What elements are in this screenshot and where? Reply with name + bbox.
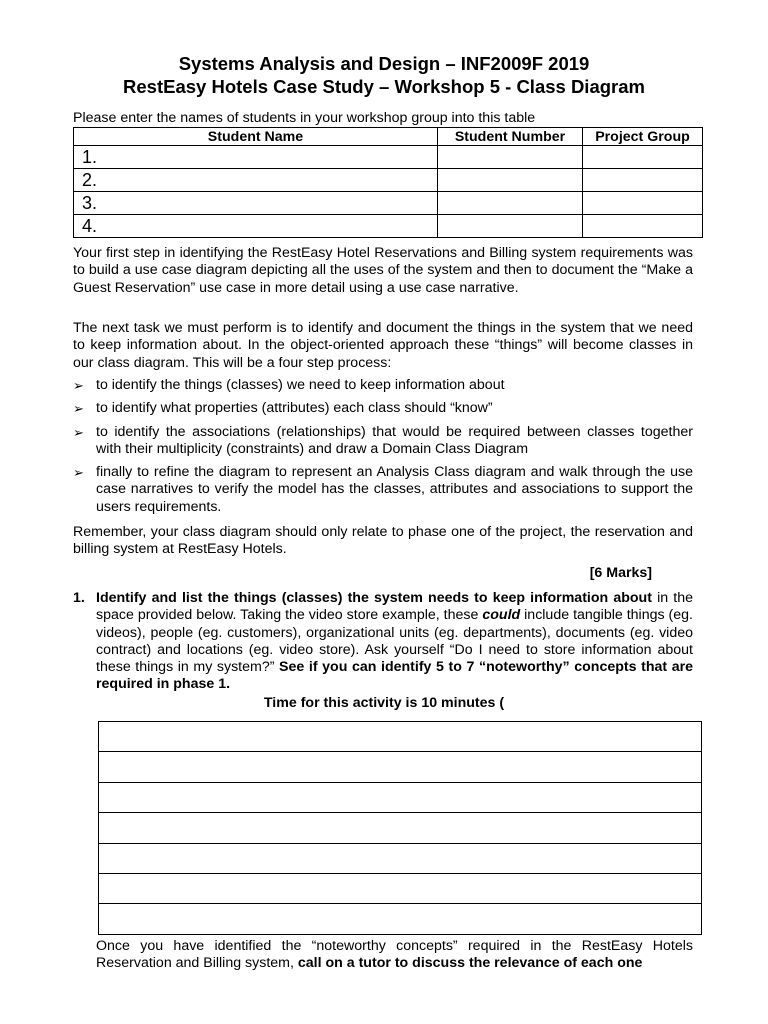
project-group-cell[interactable]	[583, 146, 703, 169]
page-title: Systems Analysis and Design – INF2009F 2019	[178, 53, 590, 74]
paragraph-next-task: The next task we must perform is to identify and document the things in the system that we need to keep information about. In the object-oriented approach these “things” will become classes in our class diagram. This will be a four step process:	[73, 320, 693, 371]
student-name-cell[interactable]: 3.	[74, 192, 438, 215]
student-table	[73, 127, 703, 238]
table-row	[74, 215, 703, 238]
page-subtitle: RestEasy Hotels Case Study – Workshop 5 - Class Diagram	[123, 76, 645, 97]
column-header-project-group: Project Group	[583, 128, 703, 146]
list-item	[73, 424, 693, 459]
list-item-text: to identify what properties (attributes) each class should “know”	[96, 400, 493, 417]
question-text-b: include tangible things (eg. videos), people (eg. customers), organizational units (eg. departments), documents (eg. video contract) and locations (eg. video store). Ask yourself “Do I need to store information about these things in my system?”	[96, 607, 693, 676]
student-number-cell[interactable]	[438, 192, 583, 215]
answer-cell[interactable]	[99, 722, 702, 752]
answer-cell[interactable]	[99, 904, 702, 934]
table-row	[99, 843, 702, 873]
arrow-bullet-icon: ➢	[73, 424, 84, 440]
table-row	[99, 722, 702, 752]
student-name-cell[interactable]: 4.	[74, 215, 438, 238]
arrow-bullet-icon: ➢	[73, 401, 84, 417]
project-group-cell[interactable]	[583, 192, 703, 215]
arrow-bullet-icon: ➢	[73, 378, 84, 393]
closing-bold: call on a tutor to discuss the relevance of each one	[297, 955, 643, 972]
answer-cell[interactable]	[99, 843, 702, 873]
answer-cell[interactable]	[99, 813, 702, 843]
arrow-bullet-icon: ➢	[73, 465, 84, 481]
question-1	[73, 590, 693, 694]
table-row	[99, 904, 702, 934]
table-row	[99, 782, 702, 812]
list-item	[73, 464, 693, 516]
list-item-text: finally to refine the diagram to represent an Analysis Class diagram and walk through the use case narratives to verify the model has the classes, attributes and associations to support the users requirements.	[96, 464, 693, 515]
column-header-student-name: Student Name	[74, 128, 438, 146]
closing-text: Once you have identified the “noteworthy concepts” required in the RestEasy Hotels Reservation and Billing system,	[96, 938, 693, 972]
question-number: 1.	[73, 590, 85, 606]
table-header-row	[74, 128, 703, 146]
project-group-cell[interactable]	[583, 215, 703, 238]
question-emphasis: could	[482, 607, 521, 624]
student-name-cell[interactable]: 1.	[74, 146, 438, 169]
answer-cell[interactable]	[99, 782, 702, 812]
question-tail: See if you can identify 5 to 7 “noteworthy” concepts that are required in phase 1.	[96, 659, 694, 693]
table-row	[99, 752, 702, 782]
student-number-cell[interactable]	[438, 215, 583, 238]
list-item-text: to identify the things (classes) we need to keep information about	[96, 377, 505, 393]
question-text-a: in the space provided below. Taking the video store example, these	[96, 590, 693, 624]
paragraph-first-step: Your first step in identifying the RestEasy Hotel Reservations and Billing system requirements was to build a use case diagram depicting all the uses of the system and then to document the “Make a Guest Reservation” use case in more detail using a use case narrative.	[73, 245, 693, 296]
student-table-intro: Please enter the names of students in your workshop group into this table	[73, 110, 536, 126]
process-steps-list	[73, 377, 693, 522]
table-row	[74, 169, 703, 192]
marks-label: [6 Marks]	[589, 565, 652, 581]
table-row	[99, 873, 702, 903]
project-group-cell[interactable]	[583, 169, 703, 192]
answer-cell[interactable]	[99, 752, 702, 782]
paragraph-remember: Remember, your class diagram should only relate to phase one of the project, the reservation and billing system at RestEasy Hotels.	[73, 524, 693, 558]
table-row	[99, 813, 702, 843]
column-header-student-number: Student Number	[438, 128, 583, 146]
time-note: Time for this activity is 10 minutes (	[263, 695, 505, 711]
table-row	[74, 192, 703, 215]
list-item-text: to identify the associations (relationships) that would be required between classes together with their multiplicity (constraints) and draw a Domain Class Diagram	[96, 423, 693, 457]
closing-paragraph	[96, 938, 693, 973]
question-lead: Identify and list the things (classes) the system needs to keep information about	[96, 590, 652, 606]
student-number-cell[interactable]	[438, 169, 583, 192]
answer-table	[98, 721, 702, 935]
list-item	[73, 377, 693, 394]
student-number-cell[interactable]	[438, 146, 583, 169]
student-name-cell[interactable]: 2.	[74, 169, 438, 192]
answer-cell[interactable]	[99, 873, 702, 903]
table-row	[74, 146, 703, 169]
list-item	[73, 400, 693, 417]
